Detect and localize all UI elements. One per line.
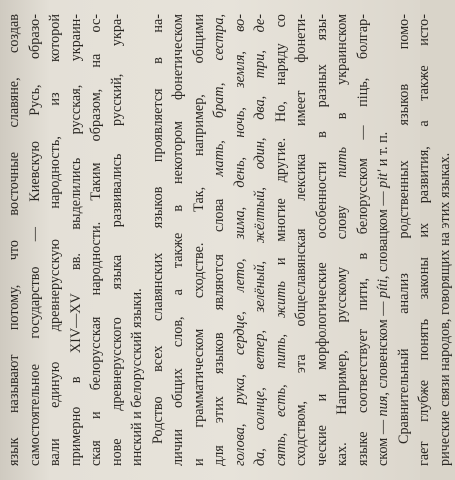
italic-text: сять, есть, пить, жить [272,281,289,466]
text-run: личии общих слов, а также в некотором фонетическом [170,14,186,466]
text-run: ском — [375,416,391,466]
text-run: Сравнительный анализ родственных языков помо- [395,14,412,444]
italic-text: пить [334,146,350,178]
text-line [271,14,292,466]
text-run: в украинском [334,14,350,147]
text-line [435,14,455,466]
text-run: Родство всех славянских языков проявляется в на- [149,14,166,444]
text-line [25,14,46,466]
text-run: и многие другие. Но, наряду со [272,14,289,282]
italic-text: пия [375,395,391,417]
text-run: и т. п. [375,131,391,170]
italic-text: голова, рука, сердце, лето, зима, день, ночь, земля, во- [231,14,248,466]
text-line [4,14,25,466]
text-line [230,14,251,466]
text-run: ская и белорусская народности. Таким образом, на ос- [88,14,104,466]
text-line [66,14,87,466]
text-run: инский и белорусский языки. [129,288,145,466]
text-block [4,14,455,466]
text-run: примерно в XIV—XV вв. выделились русская, украин- [67,14,84,466]
text-line [127,14,148,466]
text-line [209,14,230,466]
text-line [414,14,435,466]
text-run: язык называют потому, что восточные славяне, создав [6,14,22,466]
text-run: гает глубже понять законы их развития, а также исто- [416,14,432,466]
text-run: ческие и морфологические особенности в разных язы- [313,14,330,466]
text-line [168,14,189,466]
text-line [45,14,66,466]
text-line [312,14,333,466]
text-run: рические связи народов, говорящих на этих языках. [436,152,453,466]
italic-text: да, солнце, ветер, зелёный, жёлтый, один, два, три, де- [252,14,268,466]
italic-text: pit' [375,169,391,188]
italic-text: píti [375,279,391,299]
text-line [86,14,107,466]
text-line [189,14,210,466]
text-line [250,14,271,466]
text-run: языке соответствует пити, в белорусском — піць, болгар- [354,14,371,466]
text-run: для этих языков являются слова [211,176,227,466]
text-line [107,14,128,466]
text-run: и грамматическом сходстве. Так, например, общими [190,14,207,466]
text-line [373,14,394,466]
text-line [291,14,312,466]
text-line [148,14,169,466]
text-line [332,14,353,466]
text-run: нове древнерусского языка развивались русский, укра- [108,14,125,466]
text-run: ках. Например, русскому слову [334,177,350,466]
text-run: , словенском — [375,298,391,396]
text-run: самостоятельное государство — Киевскую Русь, образо- [26,14,43,466]
text-run: вали единую древнерусскую народность, из которой [47,14,63,466]
italic-text: мать, брат, сестра, [211,14,227,177]
text-run: , словацком — [375,187,391,280]
text-run: сходством, эта общеславянская лексика имеет фонети- [293,14,309,466]
text-line [394,14,415,466]
text-line [353,14,374,466]
